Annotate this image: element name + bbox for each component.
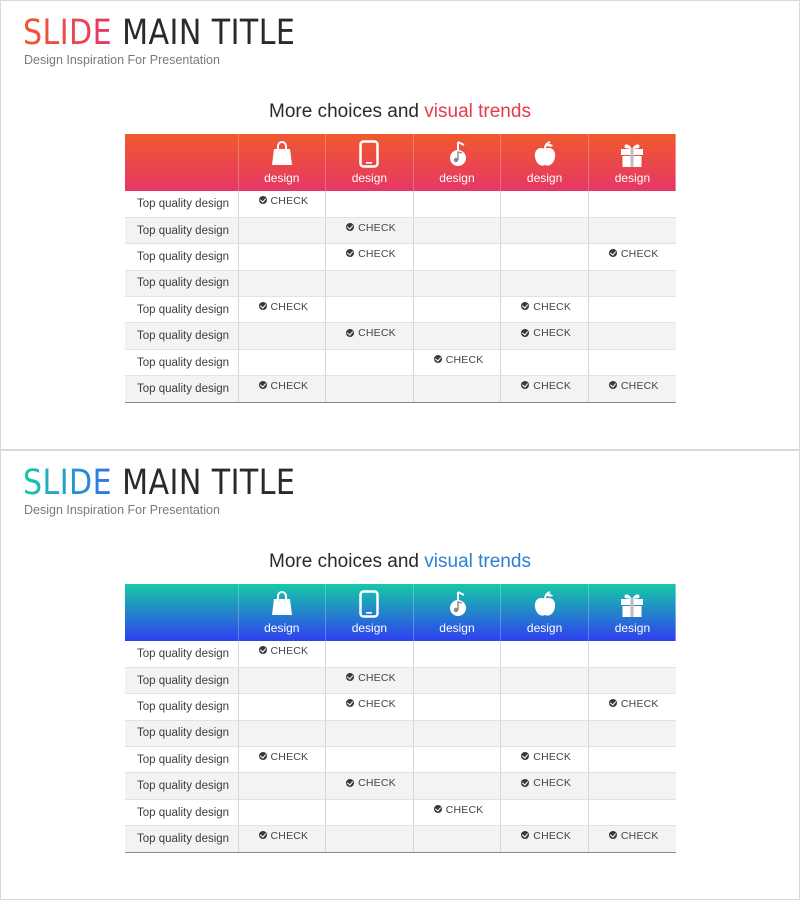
- music-note-icon: [414, 140, 501, 170]
- table-cell: [238, 217, 326, 243]
- column-header-label: design: [614, 621, 651, 635]
- table-cell: [238, 244, 326, 270]
- table-cell: [501, 747, 589, 773]
- check-circle-icon: [434, 805, 442, 813]
- check-mark: [589, 376, 676, 392]
- table-cell: [326, 349, 414, 375]
- table-cell: [501, 826, 589, 852]
- table-cell: [501, 349, 589, 375]
- table-cell: [588, 799, 676, 825]
- table-cell: [238, 349, 326, 375]
- table-cell: [238, 826, 326, 852]
- table-cell: [413, 376, 501, 402]
- table-cell: [501, 217, 589, 243]
- table-cell: [501, 694, 589, 720]
- check-mark: [326, 323, 413, 339]
- row-label: Top quality design: [125, 826, 238, 852]
- check-mark: [239, 826, 326, 842]
- check-label: CHECK: [533, 777, 572, 790]
- slide-title: [23, 463, 295, 503]
- check-label: CHECK: [533, 301, 572, 314]
- table-row: [125, 376, 676, 402]
- table-row: [125, 191, 676, 217]
- table-cell: [326, 694, 414, 720]
- row-label: Top quality design: [125, 191, 238, 217]
- title-rest: MAIN TITLE: [112, 13, 296, 53]
- check-label: CHECK: [620, 380, 659, 393]
- music-note-icon: [414, 590, 501, 620]
- table-cell: [326, 641, 414, 667]
- row-label: Top quality design: [125, 694, 238, 720]
- table-cell: [588, 826, 676, 852]
- check-circle-icon: [346, 329, 354, 337]
- table-cell: [326, 270, 414, 296]
- check-circle-icon: [609, 249, 617, 257]
- gift-icon: [589, 140, 676, 170]
- column-header-4: [501, 584, 589, 641]
- table-cell: [238, 667, 326, 693]
- check-circle-icon: [346, 699, 354, 707]
- table-header-row: [125, 584, 676, 641]
- table-cell: [501, 297, 589, 323]
- table-cell: [588, 323, 676, 349]
- column-header-3: [413, 584, 501, 641]
- column-header-label: design: [264, 171, 300, 185]
- check-circle-icon: [259, 196, 267, 204]
- slide-title: [23, 13, 295, 53]
- table-cell: [501, 667, 589, 693]
- check-label: CHECK: [620, 830, 659, 843]
- table-row: [125, 694, 676, 720]
- comparison-table: [125, 584, 676, 853]
- apple-icon: [501, 140, 588, 170]
- table-heading: [1, 101, 799, 123]
- table-row: [125, 323, 676, 349]
- table-cell: [326, 720, 414, 746]
- table-cell: [238, 641, 326, 667]
- check-mark: [326, 773, 413, 789]
- row-label: Top quality design: [125, 244, 238, 270]
- heading-accent: visual trends: [424, 101, 531, 122]
- table-row: [125, 217, 676, 243]
- table-cell: [413, 799, 501, 825]
- header-corner: [125, 134, 238, 191]
- check-circle-icon: [259, 831, 267, 839]
- table-row: [125, 244, 676, 270]
- slide-1: [1, 1, 799, 449]
- row-label: Top quality design: [125, 667, 238, 693]
- check-label: CHECK: [358, 221, 396, 234]
- check-mark: [501, 826, 588, 842]
- row-label: Top quality design: [125, 641, 238, 667]
- check-circle-icon: [434, 355, 442, 363]
- table-row: [125, 270, 676, 296]
- check-mark: [239, 297, 326, 313]
- table-cell: [326, 191, 414, 217]
- check-label: CHECK: [533, 830, 572, 843]
- row-label: Top quality design: [125, 217, 238, 243]
- apple-icon: [501, 590, 588, 620]
- table-cell: [413, 747, 501, 773]
- table-cell: [238, 191, 326, 217]
- header-corner: [125, 584, 238, 641]
- table-cell: [326, 323, 414, 349]
- table-cell: [588, 270, 676, 296]
- table-cell: [413, 641, 501, 667]
- table-cell: [588, 244, 676, 270]
- check-mark: [239, 641, 326, 657]
- title-accent: SLIDE: [23, 463, 113, 503]
- column-header-label: design: [351, 621, 388, 635]
- check-mark: [501, 297, 588, 313]
- check-circle-icon: [521, 381, 529, 389]
- table-cell: [238, 720, 326, 746]
- column-header-label: design: [351, 171, 388, 185]
- column-header-label: design: [526, 171, 563, 185]
- check-circle-icon: [259, 302, 267, 310]
- table-cell: [588, 667, 676, 693]
- check-mark: [326, 694, 413, 710]
- check-circle-icon: [521, 329, 529, 337]
- check-label: CHECK: [358, 671, 396, 684]
- column-header-label: design: [526, 621, 563, 635]
- check-mark: [239, 191, 326, 207]
- row-label: Top quality design: [125, 270, 238, 296]
- table-cell: [326, 376, 414, 402]
- table-cell: [413, 323, 501, 349]
- check-label: CHECK: [270, 195, 309, 207]
- check-label: CHECK: [620, 698, 659, 711]
- table-cell: [238, 747, 326, 773]
- row-label: Top quality design: [125, 799, 238, 825]
- table-cell: [501, 773, 589, 799]
- check-label: CHECK: [445, 803, 484, 816]
- table-cell: [501, 323, 589, 349]
- table-cell: [588, 747, 676, 773]
- table-cell: [588, 694, 676, 720]
- shopping-bag-icon: [239, 590, 326, 620]
- table-cell: [413, 191, 501, 217]
- check-mark: [589, 826, 676, 842]
- table-cell: [238, 270, 326, 296]
- shopping-bag-icon: [239, 140, 326, 170]
- column-header-label: design: [264, 621, 300, 635]
- table-row: [125, 720, 676, 746]
- check-label: CHECK: [358, 777, 396, 790]
- check-mark: [589, 244, 676, 260]
- check-circle-icon: [609, 831, 617, 839]
- heading-accent: visual trends: [424, 551, 531, 572]
- check-label: CHECK: [358, 698, 396, 711]
- table-cell: [326, 667, 414, 693]
- check-circle-icon: [521, 831, 529, 839]
- check-label: CHECK: [270, 645, 309, 657]
- heading-prefix: More choices and: [269, 101, 425, 122]
- check-mark: [239, 747, 326, 763]
- check-mark: [326, 218, 413, 234]
- check-label: CHECK: [270, 380, 309, 393]
- check-circle-icon: [346, 779, 354, 787]
- table-cell: [326, 217, 414, 243]
- table-header-row: [125, 134, 676, 191]
- check-mark: [239, 376, 326, 392]
- column-header-4: [501, 134, 589, 191]
- check-label: CHECK: [358, 327, 396, 340]
- column-header-label: design: [614, 171, 651, 185]
- table-cell: [413, 826, 501, 852]
- row-label: Top quality design: [125, 747, 238, 773]
- check-label: CHECK: [270, 301, 309, 314]
- check-circle-icon: [346, 249, 354, 257]
- table-cell: [413, 694, 501, 720]
- table-cell: [326, 773, 414, 799]
- table-cell: [413, 244, 501, 270]
- table-cell: [238, 694, 326, 720]
- column-header-5: [588, 584, 676, 641]
- table-cell: [501, 244, 589, 270]
- table-cell: [501, 641, 589, 667]
- table-cell: [326, 799, 414, 825]
- column-header-1: [238, 584, 326, 641]
- slide-subtitle: Design Inspiration For Presentation: [24, 503, 220, 517]
- table-row: [125, 349, 676, 375]
- row-label: Top quality design: [125, 349, 238, 375]
- check-label: CHECK: [358, 248, 396, 261]
- gift-icon: [589, 590, 676, 620]
- table-row: [125, 747, 676, 773]
- table-cell: [588, 349, 676, 375]
- table-cell: [238, 323, 326, 349]
- table-row: [125, 297, 676, 323]
- table-row: [125, 641, 676, 667]
- table-cell: [326, 244, 414, 270]
- column-header-2: [326, 584, 414, 641]
- table-row: [125, 826, 676, 852]
- table-cell: [501, 270, 589, 296]
- table-cell: [326, 747, 414, 773]
- title-rest: MAIN TITLE: [112, 463, 296, 503]
- check-circle-icon: [609, 381, 617, 389]
- check-label: CHECK: [620, 248, 659, 261]
- smartphone-icon: [326, 140, 413, 170]
- table-cell: [588, 376, 676, 402]
- check-label: CHECK: [270, 751, 309, 764]
- table-row: [125, 667, 676, 693]
- check-mark: [501, 323, 588, 339]
- check-mark: [414, 800, 501, 816]
- table-cell: [326, 826, 414, 852]
- row-label: Top quality design: [125, 720, 238, 746]
- check-label: CHECK: [533, 751, 572, 764]
- column-header-3: [413, 134, 501, 191]
- table-cell: [501, 799, 589, 825]
- row-label: Top quality design: [125, 323, 238, 349]
- column-header-label: design: [439, 171, 475, 185]
- table-row: [125, 799, 676, 825]
- check-label: CHECK: [533, 327, 572, 340]
- title-accent: SLIDE: [23, 13, 113, 53]
- column-header-label: design: [439, 621, 475, 635]
- table-cell: [413, 297, 501, 323]
- table-cell: [413, 773, 501, 799]
- check-circle-icon: [521, 752, 529, 760]
- check-circle-icon: [346, 223, 354, 231]
- row-label: Top quality design: [125, 773, 238, 799]
- check-mark: [326, 668, 413, 684]
- slide-subtitle: Design Inspiration For Presentation: [24, 53, 220, 67]
- table-cell: [588, 773, 676, 799]
- check-mark: [501, 773, 588, 789]
- check-label: CHECK: [270, 830, 309, 843]
- table-cell: [413, 720, 501, 746]
- check-circle-icon: [521, 779, 529, 787]
- check-circle-icon: [346, 673, 354, 681]
- table-cell: [238, 376, 326, 402]
- check-mark: [501, 747, 588, 763]
- check-circle-icon: [521, 302, 529, 310]
- table-cell: [501, 376, 589, 402]
- table-cell: [413, 270, 501, 296]
- check-mark: [501, 376, 588, 392]
- column-header-2: [326, 134, 414, 191]
- check-circle-icon: [259, 646, 267, 654]
- table-row: [125, 773, 676, 799]
- table-cell: [413, 349, 501, 375]
- column-header-5: [588, 134, 676, 191]
- check-mark: [326, 244, 413, 260]
- check-label: CHECK: [533, 380, 572, 393]
- table-cell: [501, 720, 589, 746]
- smartphone-icon: [326, 590, 413, 620]
- table-cell: [238, 773, 326, 799]
- table-cell: [238, 799, 326, 825]
- check-mark: [589, 694, 676, 710]
- table-cell: [588, 217, 676, 243]
- check-circle-icon: [259, 752, 267, 760]
- slide-2: [1, 451, 799, 899]
- table-cell: [326, 297, 414, 323]
- comparison-table: [125, 134, 676, 403]
- table-cell: [588, 297, 676, 323]
- check-circle-icon: [609, 699, 617, 707]
- table-heading: [1, 551, 799, 573]
- table-cell: [501, 191, 589, 217]
- row-label: Top quality design: [125, 297, 238, 323]
- check-mark: [414, 350, 501, 366]
- table-cell: [413, 217, 501, 243]
- row-label: Top quality design: [125, 376, 238, 402]
- table-cell: [413, 667, 501, 693]
- table-cell: [588, 191, 676, 217]
- table-cell: [238, 297, 326, 323]
- heading-prefix: More choices and: [269, 551, 425, 572]
- table-cell: [588, 720, 676, 746]
- column-header-1: [238, 134, 326, 191]
- check-circle-icon: [259, 381, 267, 389]
- check-label: CHECK: [445, 353, 484, 366]
- table-cell: [588, 641, 676, 667]
